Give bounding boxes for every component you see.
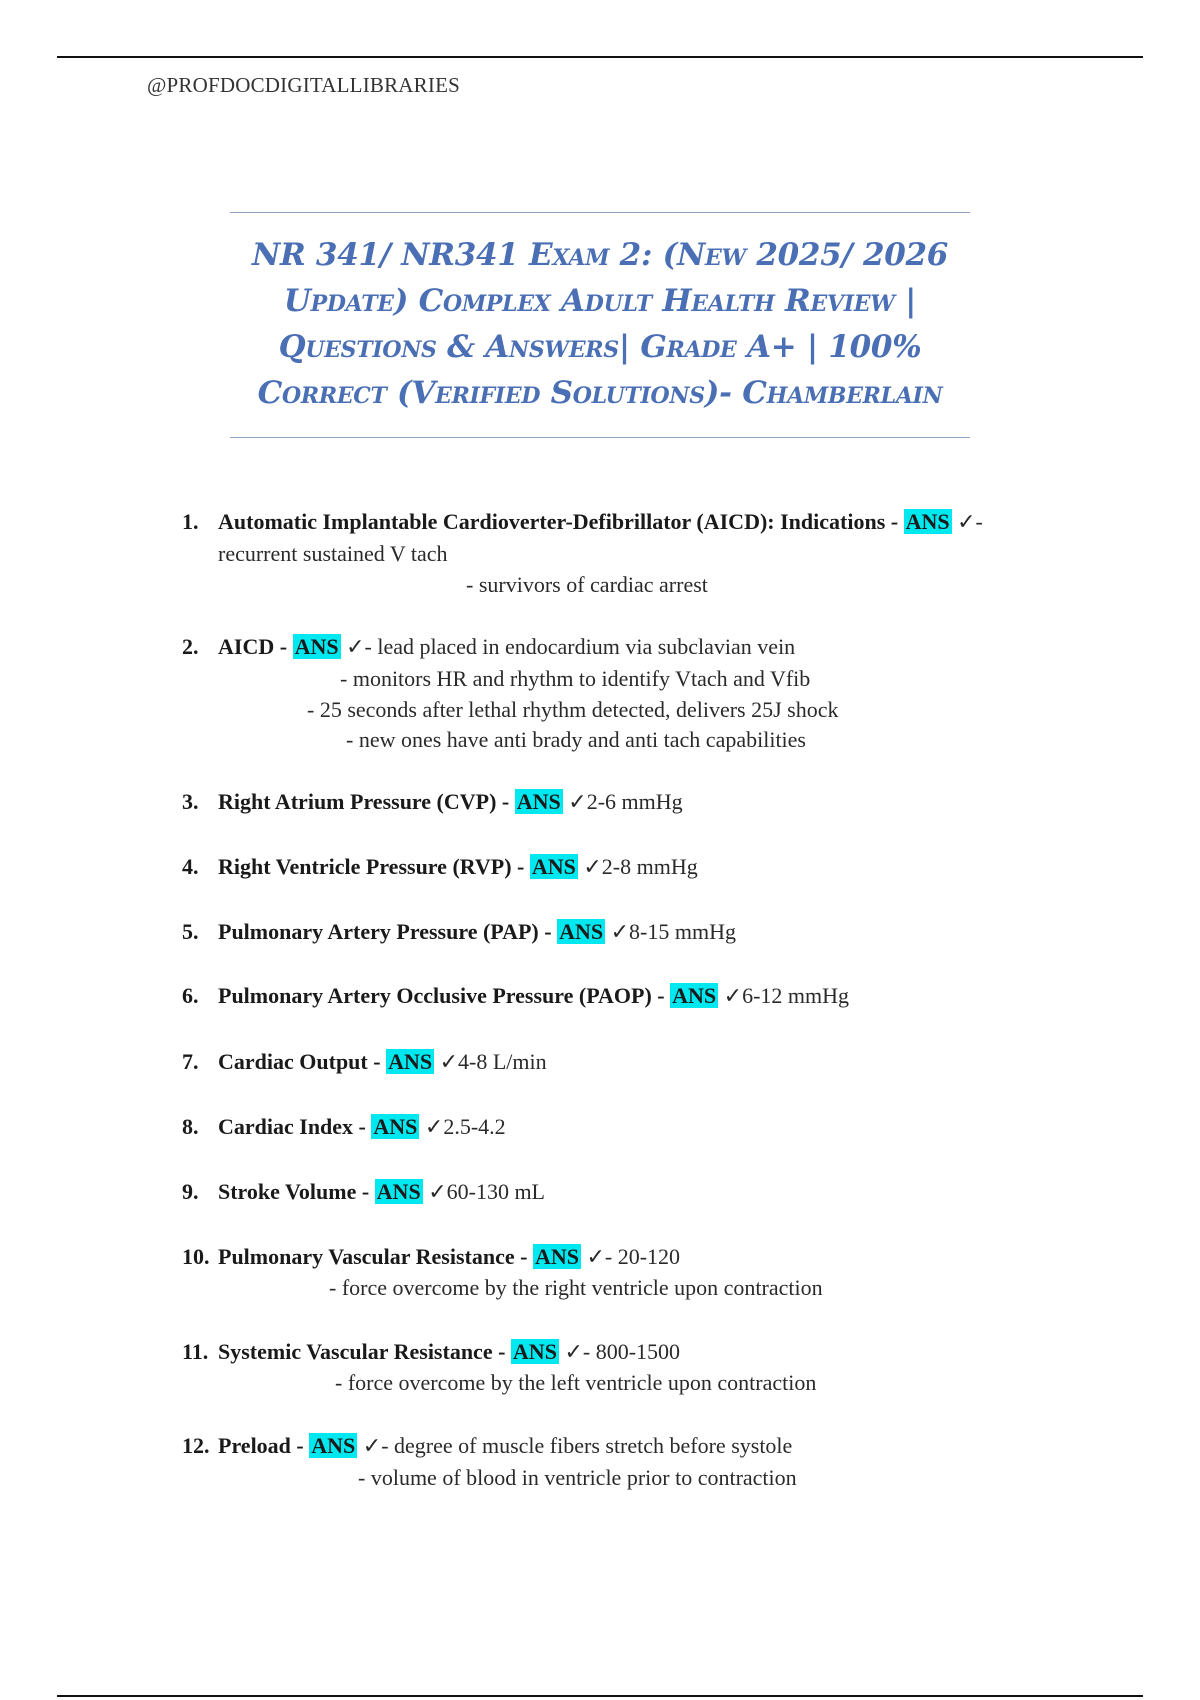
ans-highlight: ANS <box>294 634 339 659</box>
item-number: 7. <box>182 1049 199 1074</box>
question-text: Pulmonary Artery Occlusive Pressure (PAOP) - <box>218 983 671 1008</box>
watermark-header: @PROFDOCDIGITALLIBRARIES <box>147 73 460 97</box>
question-item-9 <box>182 1176 545 1207</box>
item-number: 2. <box>182 634 199 659</box>
answer-line: recurrent sustained V tach <box>218 541 448 566</box>
answer-text: ✓2.5-4.2 <box>419 1114 506 1139</box>
question-item-5 <box>182 916 736 947</box>
title-line-1: NR 341/ NR341 Exam 2: (New 2025/ 2026 <box>251 237 949 273</box>
ans-highlight: ANS <box>531 854 576 879</box>
answer-text: ✓- <box>951 509 983 534</box>
question-item-10 <box>182 1241 680 1272</box>
question-item-2 <box>182 631 795 662</box>
ans-highlight: ANS <box>905 509 950 534</box>
item-number: 6. <box>182 983 199 1008</box>
item-number: 4. <box>182 854 199 879</box>
question-item-7 <box>182 1046 547 1077</box>
ans-highlight: ANS <box>559 919 604 944</box>
answer-line: - new ones have anti brady and anti tach capabilities <box>346 727 806 752</box>
top-rule <box>57 56 1143 58</box>
answer-line: - volume of blood in ventricle prior to contraction <box>358 1465 797 1490</box>
document-title <box>230 212 970 438</box>
ans-highlight: ANS <box>311 1433 356 1458</box>
answer-text: ✓- 20-120 <box>580 1244 681 1269</box>
item-number: 1. <box>182 509 199 534</box>
ans-highlight: ANS <box>534 1244 579 1269</box>
answer-line: - survivors of cardiac arrest <box>466 572 708 597</box>
title-line-3: Questions & Answers| Grade A+ | 100% <box>278 329 922 365</box>
question-text: Automatic Implantable Cardioverter-Defibrillator (AICD): Indications - <box>218 509 904 534</box>
question-item-3 <box>182 786 683 817</box>
question-text: Right Ventricle Pressure (RVP) - <box>218 854 530 879</box>
question-text: Preload - <box>218 1433 310 1458</box>
item-number: 10. <box>182 1244 210 1269</box>
title-line-2: Update) Complex Adult Health Review | <box>283 283 917 319</box>
question-item-8 <box>182 1111 506 1142</box>
item-number: 5. <box>182 919 199 944</box>
item-number: 9. <box>182 1179 199 1204</box>
question-item-1 <box>182 506 983 537</box>
ans-highlight: ANS <box>512 1339 557 1364</box>
question-item-6 <box>182 980 849 1011</box>
answer-text: ✓2-6 mmHg <box>562 789 683 814</box>
ans-highlight: ANS <box>376 1179 421 1204</box>
answer-line: - force overcome by the left ventricle upon contraction <box>335 1370 817 1395</box>
question-text: Pulmonary Artery Pressure (PAP) - <box>218 919 558 944</box>
answer-line: - monitors HR and rhythm to identify Vtach and Vfib <box>340 666 811 691</box>
answer-text: ✓- lead placed in endocardium via subclavian vein <box>340 634 796 659</box>
item-number: 8. <box>182 1114 199 1139</box>
answer-text: ✓60-130 mL <box>422 1179 545 1204</box>
question-item-4 <box>182 851 698 882</box>
title-line-4: Correct (Verified Solutions)- Chamberlain <box>257 375 943 411</box>
question-text: Right Atrium Pressure (CVP) - <box>218 789 515 814</box>
question-text: Stroke Volume - <box>218 1179 375 1204</box>
question-text: AICD - <box>218 634 293 659</box>
ans-highlight: ANS <box>516 789 561 814</box>
answer-text: ✓2-8 mmHg <box>577 854 698 879</box>
question-item-11 <box>182 1336 680 1367</box>
answer-line: - 25 seconds after lethal rhythm detected, delivers 25J shock <box>307 697 839 722</box>
answer-text: ✓6-12 mmHg <box>718 983 850 1008</box>
question-text: Pulmonary Vascular Resistance - <box>218 1244 533 1269</box>
answer-line: - force overcome by the right ventricle upon contraction <box>329 1275 823 1300</box>
question-text: Cardiac Index - <box>218 1114 372 1139</box>
answer-text: ✓- 800-1500 <box>558 1339 681 1364</box>
ans-highlight: ANS <box>373 1114 418 1139</box>
item-number: 12. <box>182 1433 210 1458</box>
ans-highlight: ANS <box>672 983 717 1008</box>
question-text: Systemic Vascular Resistance - <box>218 1339 511 1364</box>
ans-highlight: ANS <box>388 1049 433 1074</box>
answer-text: ✓8-15 mmHg <box>605 919 736 944</box>
item-number: 11. <box>182 1339 209 1364</box>
question-item-12 <box>182 1430 792 1461</box>
bottom-rule <box>57 1695 1143 1697</box>
answer-text: ✓- degree of muscle fibers stretch before systole <box>357 1433 793 1458</box>
question-text: Cardiac Output - <box>218 1049 387 1074</box>
item-number: 3. <box>182 789 199 814</box>
answer-text: ✓4-8 L/min <box>434 1049 547 1074</box>
